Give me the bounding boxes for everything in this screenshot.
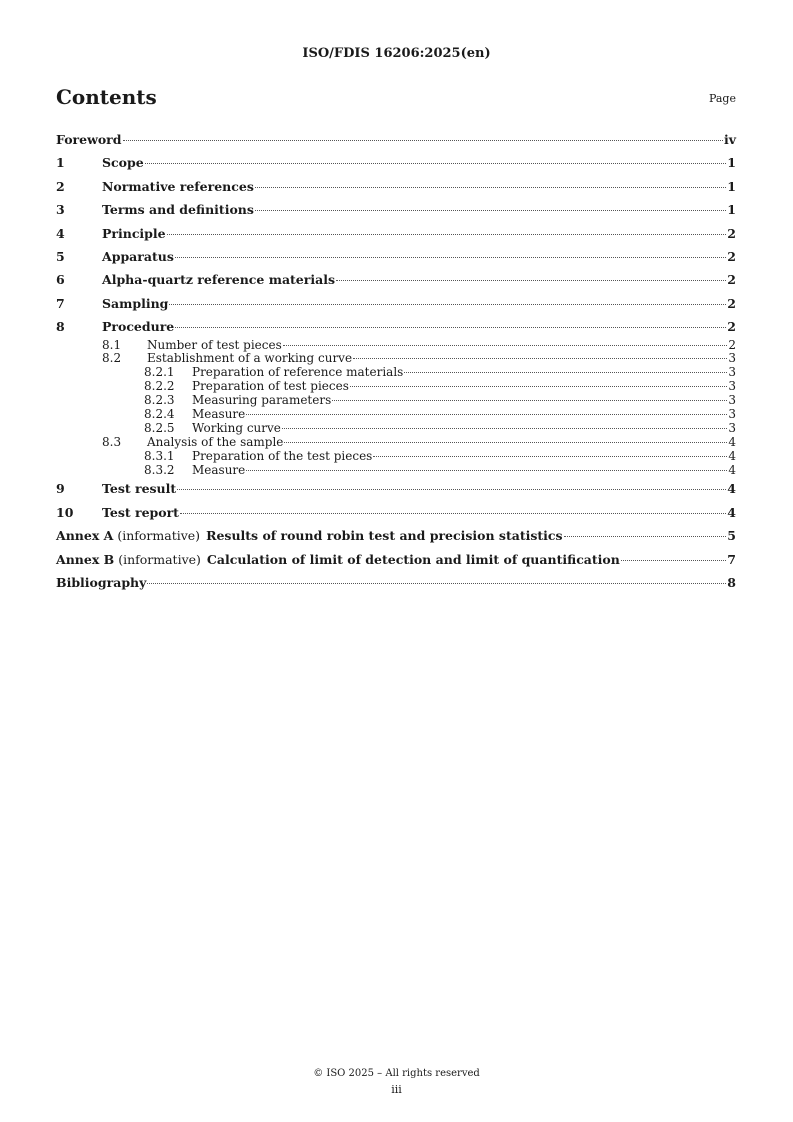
toc-entry[interactable] [56, 394, 736, 408]
toc-entry-title: Establishment of a working curve [147, 351, 353, 366]
toc-entry-number: 8.1 [102, 337, 122, 352]
toc-entry[interactable] [56, 352, 736, 366]
toc-entry-page: 8 [727, 574, 736, 590]
toc-dot-leader [621, 560, 726, 561]
toc-entry-title: Foreword [56, 132, 122, 147]
toc-entry[interactable] [56, 292, 736, 315]
toc-entry-page: 5 [727, 528, 736, 544]
page-column-label: Page [708, 92, 736, 105]
toc-entry-page: 2 [728, 337, 736, 352]
toc-entry-page: 1 [727, 178, 736, 194]
toc-entry-number: 8.2.5 [144, 420, 175, 435]
toc-entry-number: 7 [56, 295, 65, 311]
toc-entry[interactable] [56, 198, 736, 221]
toc-entry-title: Test report [102, 504, 179, 520]
toc-entry-title: Apparatus [102, 248, 174, 264]
toc-entry-title: Bibliography [56, 574, 147, 590]
toc-entry-page: 3 [728, 420, 736, 435]
toc-entry[interactable] [56, 366, 736, 380]
toc-dot-leader [246, 414, 727, 415]
toc-dot-leader [147, 583, 726, 584]
toc-entry[interactable] [56, 151, 736, 174]
toc-dot-leader [564, 536, 727, 537]
toc-entry[interactable] [56, 315, 736, 338]
toc-entry-title: Terms and definitions [102, 202, 254, 218]
toc-entry[interactable] [56, 464, 736, 478]
toc-entry-number: 8.2 [102, 351, 122, 366]
toc-dot-leader [283, 345, 728, 346]
toc-entry-number: 2 [56, 178, 65, 194]
toc-entry-title: Test result [102, 481, 177, 497]
toc-entry-number: 8.3.1 [144, 448, 175, 463]
toc-entry-number: 8.2.4 [144, 406, 175, 421]
toc-entry-page: 4 [727, 504, 736, 520]
toc-entry[interactable] [56, 245, 736, 268]
toc-entry[interactable] [56, 501, 736, 524]
toc-entry[interactable] [56, 524, 736, 547]
toc-entry-title: Preparation of reference materials [192, 365, 404, 380]
toc-entry[interactable] [56, 450, 736, 464]
toc-dot-leader [177, 489, 726, 490]
toc-entry-page: 3 [728, 351, 736, 366]
toc-entry-number: 8.3.2 [144, 462, 175, 477]
toc-entry-number: 8 [56, 319, 65, 335]
table-of-contents [56, 128, 736, 594]
toc-dot-leader [353, 358, 727, 359]
toc-entry-title: Normative references [102, 178, 254, 194]
page-title: Contents [56, 85, 157, 109]
toc-entry-page: 1 [727, 202, 736, 218]
toc-entry[interactable] [56, 175, 736, 198]
toc-dot-leader [284, 442, 727, 443]
toc-entry[interactable] [56, 477, 736, 500]
toc-entry-title: Measuring parameters [192, 393, 332, 408]
toc-entry[interactable] [56, 408, 736, 422]
toc-dot-leader [123, 140, 723, 141]
toc-entry-title: Principle [102, 225, 166, 241]
toc-entry-page: 3 [728, 393, 736, 408]
toc-entry-page: 3 [728, 365, 736, 380]
toc-entry[interactable] [56, 422, 736, 436]
toc-entry-page: 2 [727, 248, 736, 264]
toc-entry-page: 7 [727, 551, 736, 567]
toc-entry-page: 2 [727, 272, 736, 288]
toc-entry[interactable] [56, 571, 736, 594]
toc-entry-number: 8.3 [102, 434, 122, 449]
toc-entry-page: 3 [728, 379, 736, 394]
toc-entry-title: Measure [192, 462, 246, 477]
toc-entry-number: 1 [56, 155, 65, 171]
toc-dot-leader [336, 280, 726, 281]
toc-entry-title: Procedure [102, 319, 175, 335]
toc-dot-leader [255, 210, 726, 211]
toc-entry-title: Number of test pieces [147, 337, 282, 352]
document-header: ISO/FDIS 16206:2025(en) [302, 46, 491, 61]
toc-entry-page: 2 [727, 295, 736, 311]
toc-entry[interactable] [56, 339, 736, 353]
page-footer [0, 1066, 793, 1098]
toc-entry-number: 8.2.2 [144, 379, 175, 394]
toc-entry-title: Analysis of the sample [147, 434, 284, 449]
toc-entry-page: 4 [728, 434, 736, 449]
toc-entry-page: 2 [727, 319, 736, 335]
toc-entry-number: 10 [56, 504, 74, 520]
toc-entry-number: 8.2.3 [144, 393, 175, 408]
toc-entry-page: 2 [727, 225, 736, 241]
toc-dot-leader [255, 187, 726, 188]
toc-annex-label: Annex B [56, 551, 115, 567]
toc-entry-page: 4 [728, 462, 736, 477]
toc-entry-page: 1 [727, 155, 736, 171]
toc-entry-page: 4 [727, 481, 736, 497]
toc-entry[interactable] [56, 380, 736, 394]
toc-entry[interactable] [56, 436, 736, 450]
toc-entry-number: 6 [56, 272, 65, 288]
toc-annex-type: (informative) [118, 551, 201, 567]
page-number: iii [391, 1083, 402, 1096]
toc-entry-title: Working curve [192, 420, 281, 435]
toc-dot-leader [145, 163, 727, 164]
copyright-notice: © ISO 2025 – All rights reserved [313, 1068, 480, 1079]
toc-entry-number: 9 [56, 481, 65, 497]
toc-entry[interactable] [56, 548, 736, 571]
toc-entry-title: Preparation of the test pieces [192, 448, 373, 463]
toc-dot-leader [404, 372, 727, 373]
toc-dot-leader [282, 428, 727, 429]
toc-entry-title: Results of round robin test and precision statistics [206, 528, 563, 544]
toc-entry-number: 8.2.1 [144, 365, 175, 380]
toc-entry-number: 3 [56, 202, 65, 218]
toc-dot-leader [175, 257, 726, 258]
toc-entry-title: Preparation of test pieces [192, 379, 349, 394]
toc-entry[interactable] [56, 222, 736, 245]
toc-entry-number: 5 [56, 248, 65, 264]
toc-dot-leader [180, 513, 726, 514]
toc-dot-leader [169, 304, 726, 305]
toc-entry[interactable] [56, 128, 736, 151]
toc-entry-number: 4 [56, 225, 65, 241]
toc-entry-page: 3 [728, 406, 736, 421]
toc-dot-leader [350, 386, 727, 387]
toc-entry-page: iv [723, 132, 736, 147]
toc-entry-title: Sampling [102, 295, 169, 311]
toc-entry-title: Alpha-quartz reference materials [102, 272, 335, 288]
toc-dot-leader [332, 400, 727, 401]
toc-dot-leader [373, 456, 727, 457]
toc-entry-title: Calculation of limit of detection and limit of quantification [206, 551, 620, 567]
toc-annex-type: (informative) [117, 528, 201, 544]
toc-dot-leader [246, 470, 727, 471]
toc-entry-title: Measure [192, 406, 246, 421]
toc-annex-label: Annex A [56, 528, 114, 544]
toc-entry-page: 4 [728, 448, 736, 463]
toc-dot-leader [175, 327, 726, 328]
toc-entry[interactable] [56, 268, 736, 291]
toc-entry-title: Scope [102, 155, 144, 171]
toc-dot-leader [167, 234, 727, 235]
